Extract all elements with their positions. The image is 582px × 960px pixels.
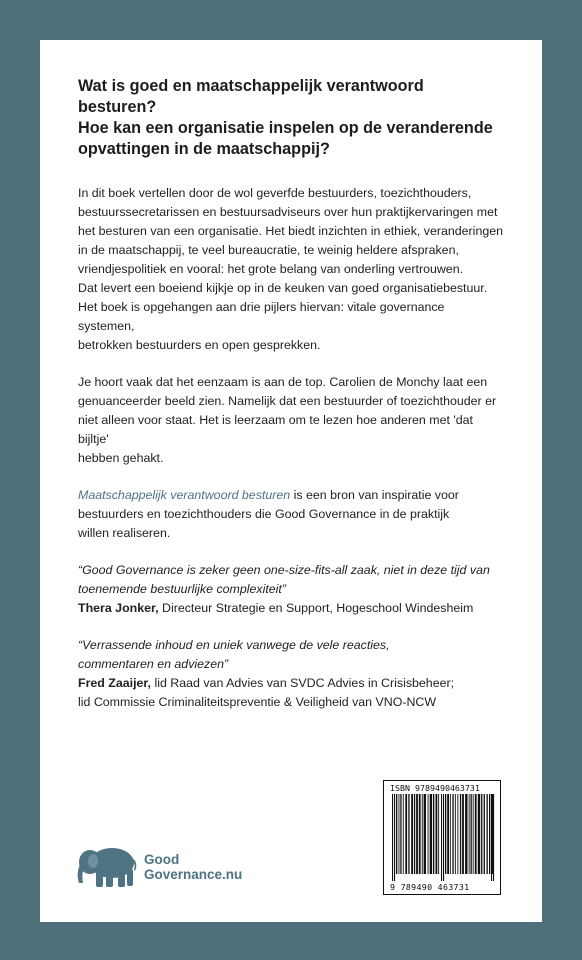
- text-line: in de maatschappij, te veel bureaucratie, te weinig heldere afspraken,: [78, 243, 459, 257]
- quote-zaaijer: [78, 636, 504, 712]
- barcode-guard-bar: [441, 794, 442, 881]
- author-role: lid Raad van Advies van SVDC Advies in Crisisbeheer;: [151, 676, 455, 690]
- attribution-line: lid Commissie Criminaliteitspreventie & Veiligheid van VNO-NCW: [78, 695, 437, 709]
- publisher-logo: [76, 845, 242, 889]
- barcode-bar: [436, 794, 438, 874]
- barcode-bar: [414, 794, 415, 874]
- text-line: Het boek is opgehangen aan drie pijlers hiervan: vitale governance systemen,: [78, 300, 445, 333]
- text-fragment: is een bron van inspiratie voor: [290, 488, 459, 502]
- second-paragraph: [78, 373, 504, 468]
- barcode-bar: [447, 794, 449, 874]
- text-line: [78, 486, 504, 505]
- barcode-guard-bar: [491, 794, 492, 881]
- barcode-bar: [438, 794, 439, 874]
- barcode-bar: [400, 794, 401, 874]
- barcode-bar: [416, 794, 418, 874]
- barcode-guard-bar: [443, 794, 444, 881]
- intro-paragraph: [78, 184, 504, 355]
- quote-attribution: [78, 599, 504, 618]
- barcode-bar: [481, 794, 482, 874]
- text-line: bestuurders en toezichthouders die Good Governance in de praktijk: [78, 507, 450, 521]
- barcode-guard-bar: [493, 794, 494, 881]
- logo-line: Governance.nu: [144, 867, 243, 882]
- quote-line: “Verrassende inhoud en uniek vanwege de vele reacties,: [78, 638, 390, 652]
- isbn-barcode: [383, 780, 501, 895]
- text-line: bestuurssecretarissen en bestuursadviseurs over hun praktijkervaringen met: [78, 205, 498, 219]
- barcode-bar: [408, 794, 409, 874]
- text-line: het besturen van een organisatie. Het biedt inzichten in ethiek, veranderingen: [78, 224, 504, 238]
- text-line: In dit boek vertellen door de wol geverfde bestuurders, toezichthouders,: [78, 186, 472, 200]
- text-line: Je hoort vaak dat het eenzaam is aan de top. Carolien de Monchy laat een: [78, 375, 488, 389]
- barcode-guard-bar: [392, 794, 393, 881]
- barcode-bar: [469, 794, 470, 874]
- attribution-line: [78, 599, 504, 618]
- elephant-icon: [76, 845, 138, 889]
- barcode-bar: [457, 794, 458, 874]
- isbn-label: ISBN 9789490463731: [390, 783, 480, 793]
- quote-line: commentaren en adviezen”: [78, 657, 229, 671]
- attribution-line: [78, 674, 504, 693]
- barcode-bar: [405, 794, 407, 874]
- inspiration-paragraph: [78, 486, 504, 543]
- barcode-bar: [473, 794, 474, 874]
- barcode-bar: [450, 794, 451, 874]
- barcode-bar: [471, 794, 472, 874]
- author-role: Directeur Strategie en Support, Hogeschool Windesheim: [158, 601, 474, 615]
- logo-line: Good: [144, 852, 180, 867]
- barcode-bar: [411, 794, 413, 874]
- barcode-bar: [445, 794, 446, 874]
- author-name: Fred Zaaijer,: [78, 676, 152, 690]
- quote-jonker: [78, 561, 504, 618]
- book-title-accent: Maatschappelijk verantwoord besturen: [78, 488, 291, 502]
- text-line: willen realiseren.: [78, 526, 171, 540]
- text-line: betrokken bestuurders en open gesprekken.: [78, 338, 321, 352]
- barcode-bar: [478, 794, 480, 874]
- barcode-bar: [489, 794, 490, 874]
- barcode-bar: [475, 794, 477, 874]
- headline-line: Wat is goed en maatschappelijk verantwoord besturen?: [78, 77, 424, 116]
- logo-wordmark: [144, 852, 242, 882]
- text-line: vriendjespolitiek en vooral: het grote belang van onderling vertrouwen.: [78, 262, 464, 276]
- quote-attribution: [78, 674, 504, 712]
- barcode-guard-bar: [394, 794, 395, 881]
- text-line: niet alleen voor staat. Het is leerzaam om te lezen hoe anderen met 'dat bijltje': [78, 413, 473, 446]
- barcode-bars: [390, 794, 496, 881]
- barcode-bar: [455, 794, 456, 874]
- barcode-bar: [403, 794, 404, 874]
- barcode-bar: [460, 794, 461, 874]
- barcode-bar: [462, 794, 464, 874]
- text-line: hebben gehakt.: [78, 451, 164, 465]
- barcode-bar: [422, 794, 423, 874]
- text-line: Dat levert een boeiend kijkje op in de keuken van goed organisatiebestuur.: [78, 281, 488, 295]
- barcode-digits: 9 789490 463731: [390, 882, 470, 892]
- barcode-bar: [465, 794, 467, 874]
- barcode-bar: [484, 794, 485, 874]
- barcode-bar: [452, 794, 453, 874]
- headline: [78, 76, 504, 160]
- back-cover: [40, 40, 542, 922]
- author-name: Thera Jonker,: [78, 601, 159, 615]
- barcode-bar: [487, 794, 488, 874]
- headline-line: Hoe kan een organisatie inspelen op de veranderende: [78, 119, 493, 137]
- barcode-bar: [424, 794, 426, 874]
- barcode-bar: [396, 794, 397, 874]
- barcode-bar: [419, 794, 421, 874]
- quote-line: toenemende bestuurlijke complexiteit”: [78, 582, 286, 596]
- text-line: genuanceerder beeld zien. Namelijk dat een bestuurder of toezichthouder er: [78, 394, 497, 408]
- headline-line: opvattingen in de maatschappij?: [78, 140, 330, 158]
- barcode-bar: [430, 794, 432, 874]
- quote-line: “Good Governance is zeker geen one-size-fits-all zaak, niet in deze tijd van: [78, 563, 490, 577]
- barcode-bar: [428, 794, 429, 874]
- barcode-bar: [399, 794, 400, 874]
- barcode-bar: [433, 794, 434, 874]
